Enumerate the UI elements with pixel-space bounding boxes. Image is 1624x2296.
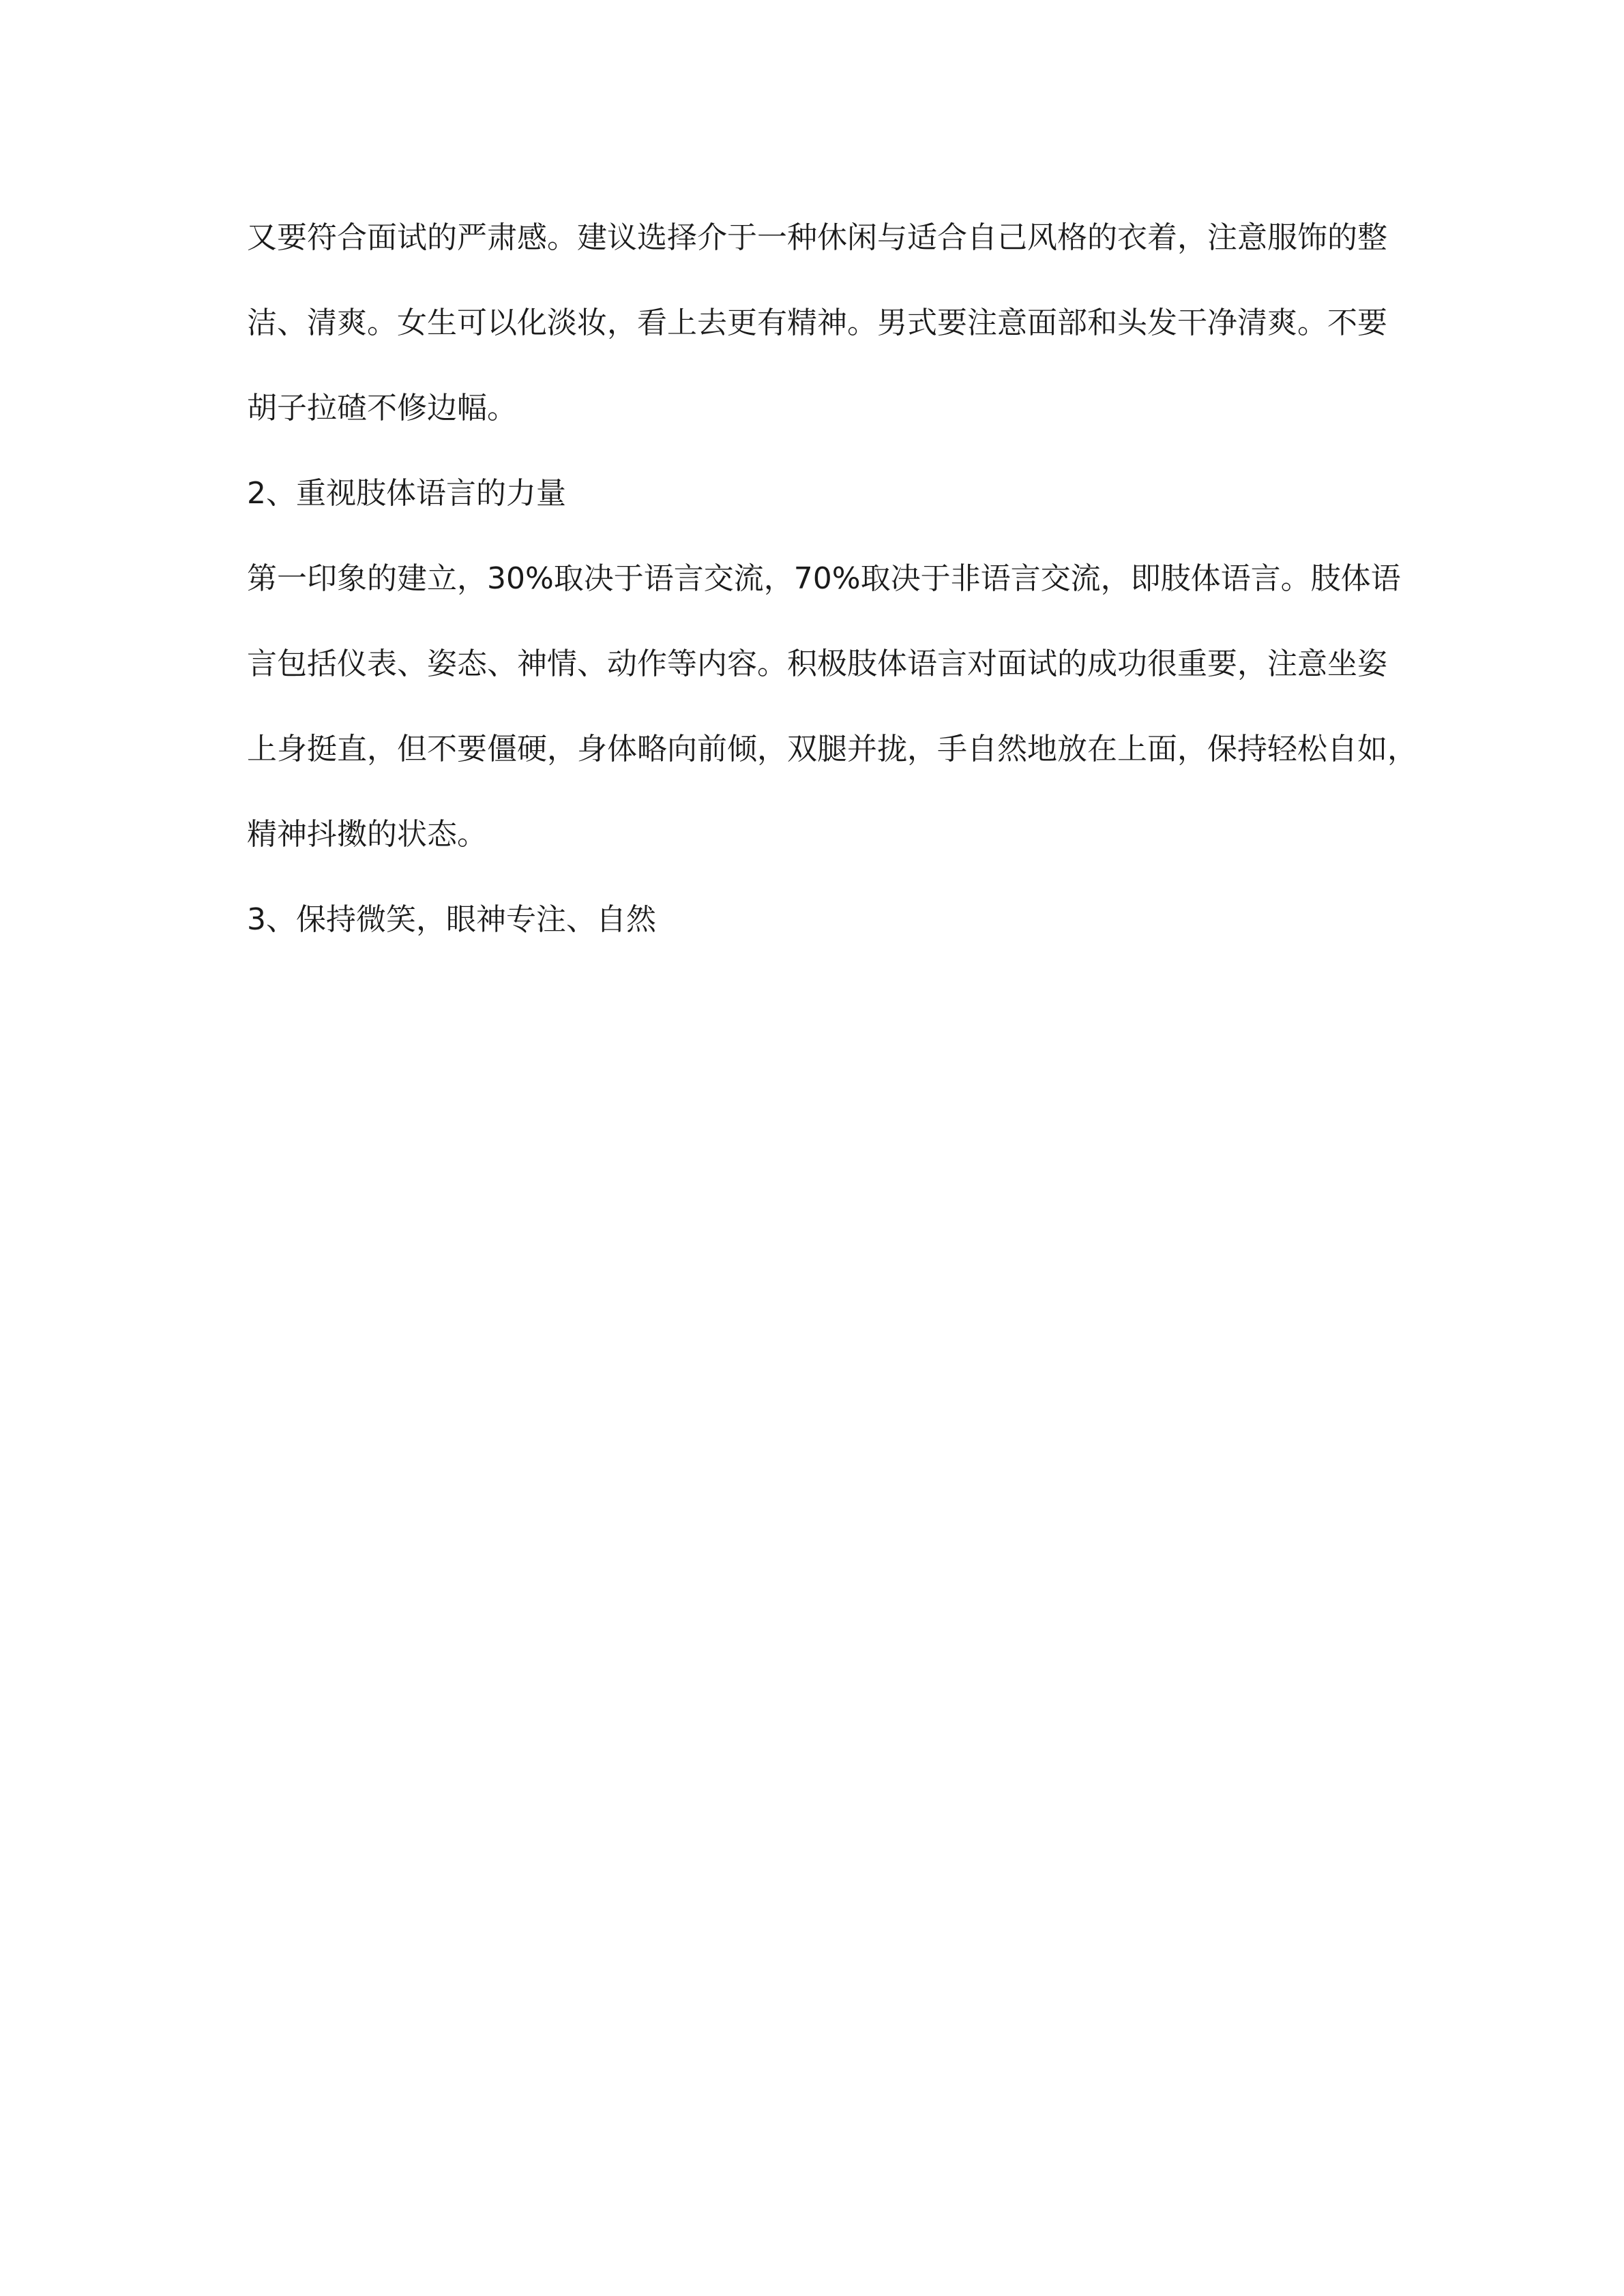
- document-body: [247, 217, 1417, 984]
- paragraph-line: 又要符合面试的严肃感。建议选择介于一种休闲与适合自己风格的衣着，注意服饰的整: [247, 220, 1387, 255]
- paragraph-line: 精神抖擞的状态。: [247, 817, 487, 852]
- paragraph-line: 洁、清爽。女生可以化淡妆，看上去更有精神。男式要注意面部和头发干净清爽。不要: [247, 305, 1387, 340]
- paragraph-line: 言包括仪表、姿态、神情、动作等内容。积极肢体语言对面试的成功很重要，注意坐姿: [247, 646, 1387, 681]
- section-heading: 3、保持微笑，眼神专注、自然: [247, 902, 656, 937]
- paragraph-line: 上身挺直，但不要僵硬，身体略向前倾，双腿并拢，手自然地放在上面，保持轻松自如，: [247, 732, 1417, 766]
- section-heading: 2、重视肢体语言的力量: [247, 476, 566, 511]
- paragraph-line: 第一印象的建立，30%取决于语言交流，70%取决于非语言交流，即肢体语言。肢体语: [247, 561, 1401, 596]
- paragraph-line: 胡子拉碴不修边幅。: [247, 391, 517, 426]
